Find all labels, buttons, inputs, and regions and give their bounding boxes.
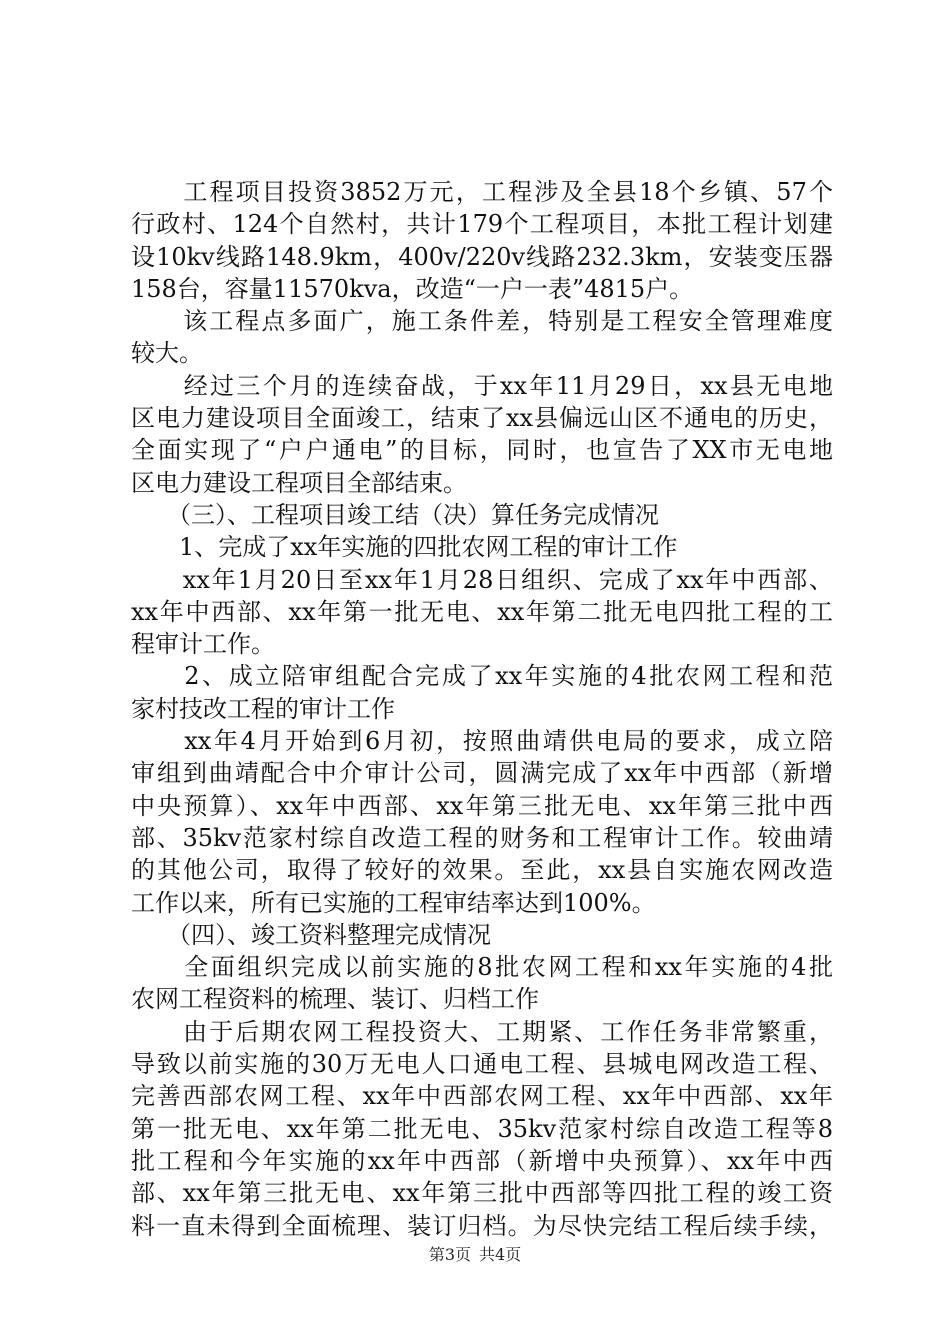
page-footer [0,1245,950,1265]
text-line: 行政村、124个自然村，共计179个工程项目，本批工程计划建 [131,210,833,239]
text-line: 的其他公司，取得了较好的效果。至此，xx县自实施农网改造 [131,856,833,885]
text-line: 完善西部农网工程、xx年中西部农网工程、xx年中西部、xx年 [131,1082,833,1111]
text-line: 部、xx年第三批无电、xx年第三批中西部等四批工程的竣工资 [131,1179,833,1208]
text-line: 工作以来，所有已实施的工程审结率达到100%。 [131,888,656,917]
text-line: 158台，容量11570kva，改造“一户一表”4815户。 [131,274,694,303]
text-line: （四）、竣工资料整理完成情况 [131,920,491,949]
text-line: 审组到曲靖配合中介审计公司，圆满完成了xx年中西部（新增 [131,759,833,788]
text-line: xx年4月开始到6月初，按照曲靖供电局的要求，成立陪 [131,727,833,756]
text-line: 该工程点多面广，施工条件差，特别是工程安全管理难度 [131,307,833,336]
text-line: （三）、工程项目竣工结（决）算任务完成情况 [131,500,659,529]
text-line: 部、35kv范家村综自改造工程的财务和工程审计工作。较曲靖 [131,823,833,852]
text-line: 全面组织完成以前实施的8批农网工程和xx年实施的4批 [131,953,833,982]
text-line: 设10kv线路148.9km，400v/220v线路232.3km，安装变压器 [131,242,833,271]
text-line: 1、完成了xx年实施的四批农网工程的审计工作 [131,533,678,562]
text-line: 农网工程资料的梳理、装订、归档工作 [131,985,539,1014]
text-line: 程审计工作。 [131,630,275,659]
text-line: 家村技改工程的审计工作 [131,694,395,723]
text-line: 导致以前实施的30万无电人口通电工程、县城电网改造工程、 [131,1050,833,1079]
text-line: 区电力建设项目全面竣工，结束了xx县偏远山区不通电的历史， [131,404,833,433]
page-total: 共4页 [479,1245,522,1264]
text-line: xx年中西部、xx年第一批无电、xx年第二批无电四批工程的工 [131,597,833,626]
text-line: 批工程和今年实施的xx年中西部（新增中央预算）、xx年中西 [131,1146,833,1175]
text-line: 工程项目投资3852万元，工程涉及全县18个乡镇、57个 [131,178,833,206]
document-body [131,176,833,1242]
text-line: 经过三个月的连续奋战，于xx年11月29日，xx县无电地 [131,371,833,400]
text-line: 第一批无电、xx年第二批无电、35kv范家村综自改造工程等8 [131,1114,833,1143]
text-line: 2、成立陪审组配合完成了xx年实施的4批农网工程和范 [131,662,833,691]
text-line: 较大。 [131,339,203,368]
page-number: 第3页 [428,1245,471,1264]
text-line: 区电力建设工程项目全部结束。 [131,468,467,497]
text-line: 由于后期农网工程投资大、工期紧、工作任务非常繁重， [131,1017,833,1046]
text-line: 料一直未得到全面梳理、装订归档。为尽快完结工程后续手续， [131,1211,833,1240]
text-line: 中央预算）、xx年中西部、xx年第三批无电、xx年第三批中西 [131,791,833,820]
text-line: xx年1月20日至xx年1月28日组织、完成了xx年中西部、 [131,565,833,594]
text-line: 全面实现了“户户通电”的目标，同时，也宣告了XX市无电地 [131,436,833,465]
